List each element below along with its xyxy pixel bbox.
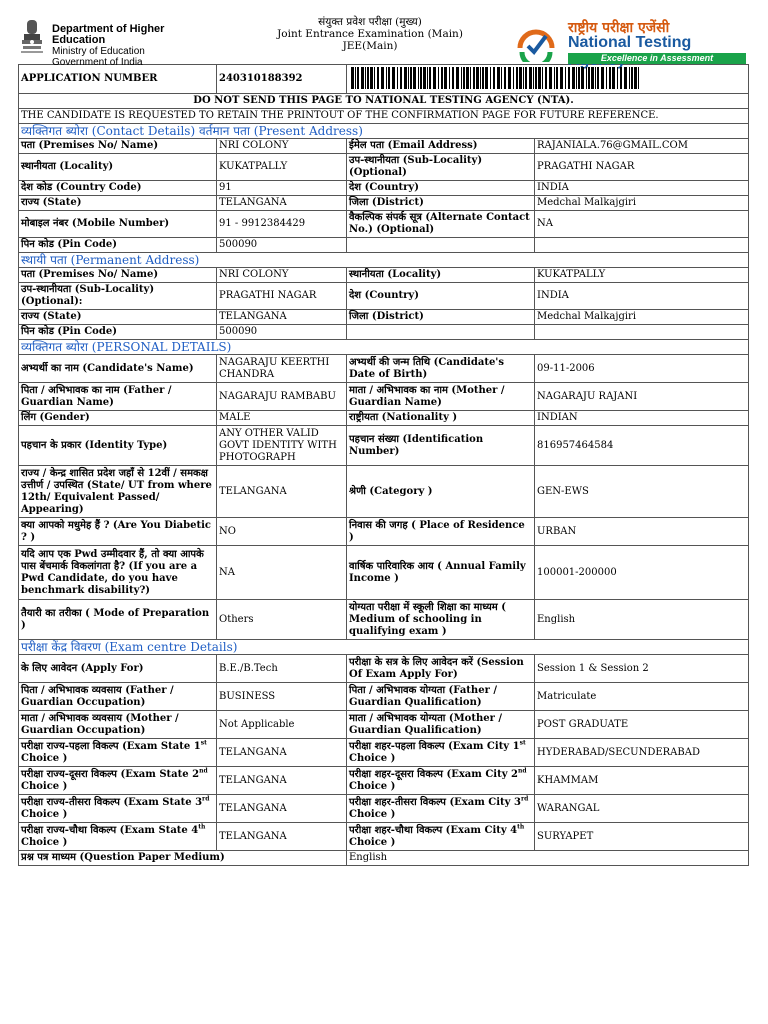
empty-cell [535, 238, 749, 253]
field-value: TELANGANA [217, 466, 347, 518]
field-value: 09-11-2006 [535, 355, 749, 383]
ministry-block [18, 14, 218, 68]
exam-title-english: Joint Entrance Examination (Main) [277, 28, 463, 40]
field-label: देश (Country) [347, 283, 535, 310]
field-label: परीक्षा शहर-पहला विकल्प (Exam City 1st Choice ) [347, 739, 535, 767]
field-value: TELANGANA [217, 196, 347, 211]
retain-printout-notice: THE CANDIDATE IS REQUESTED TO RETAIN THE PRINTOUT OF THE CONFIRMATION PAGE FOR FUTURE REFERENCE. [19, 109, 749, 124]
field-label: स्थानीयता (Locality) [19, 154, 217, 181]
field-label: पिता / अभिभावक व्यवसाय (Father / Guardian Occupation) [19, 683, 217, 711]
field-value: NRI COLONY [217, 139, 347, 154]
exam-title [250, 16, 490, 52]
field-label: माता / अभिभावक योग्यता (Mother / Guardian Qualification) [347, 711, 535, 739]
section-exam-centre: परीक्षा केंद्र विवरण (Exam centre Details) [19, 640, 749, 655]
field-value: TELANGANA [217, 823, 347, 851]
field-value: NO [217, 518, 347, 546]
field-value: English [347, 851, 749, 866]
field-label: परीक्षा शहर-दूसरा विकल्प (Exam City 2nd Choice ) [347, 767, 535, 795]
field-value: 91 - 9912384429 [217, 211, 347, 238]
field-label: के लिए आवेदन (Apply For) [19, 655, 217, 683]
application-number: 240310188392 [217, 65, 347, 94]
field-label: पहचान के प्रकार (Identity Type) [19, 426, 217, 466]
field-value: NA [217, 546, 347, 600]
field-value: ANY OTHER VALID GOVT IDENTITY WITH PHOTOGRAPH [217, 426, 347, 466]
field-label: जिला (District) [347, 196, 535, 211]
field-label: पता (Premises No/ Name) [19, 139, 217, 154]
exam-title-hindi: संयुक्त प्रवेश परीक्षा (मुख्य) [318, 16, 422, 28]
field-value: Medchal Malkajgiri [535, 196, 749, 211]
field-label: निवास की जगह ( Place of Residence ) [347, 518, 535, 546]
confirmation-table [18, 64, 749, 866]
field-label: उप-स्थानीयता (Sub-Locality)(Optional) [347, 154, 535, 181]
field-value: WARANGAL [535, 795, 749, 823]
field-label: पिता / अभिभावक का नाम (Father / Guardian Name) [19, 383, 217, 411]
field-label: परीक्षा शहर-चौथा विकल्प (Exam City 4th Choice ) [347, 823, 535, 851]
section-present-address: व्यक्तिगत ब्योरा (Contact Details) वर्तमान पता (Present Address) [19, 124, 749, 139]
barcode-icon [351, 67, 643, 89]
field-value: BUSINESS [217, 683, 347, 711]
field-value: English [535, 600, 749, 640]
field-label: पिन कोड (Pin Code) [19, 238, 217, 253]
field-label: अभ्यर्थी का नाम (Candidate's Name) [19, 355, 217, 383]
field-label: देश कोड (Country Code) [19, 181, 217, 196]
field-label: उप-स्थानीयता (Sub-Locality)(Optional): [19, 283, 217, 310]
field-label: राज्य (State) [19, 196, 217, 211]
application-number-label: APPLICATION NUMBER [19, 65, 217, 94]
field-label: परीक्षा राज्य-पहला विकल्प (Exam State 1st Choice ) [19, 739, 217, 767]
field-label: लिंग (Gender) [19, 411, 217, 426]
field-value: Session 1 & Session 2 [535, 655, 749, 683]
field-value: 100001-200000 [535, 546, 749, 600]
field-label: परीक्षा शहर-तीसरा विकल्प (Exam City 3rd Choice ) [347, 795, 535, 823]
do-not-send-notice: DO NOT SEND THIS PAGE TO NATIONAL TESTING AGENCY (NTA). [19, 94, 749, 109]
field-label: योग्यता परीक्षा में स्कूली शिक्षा का माध्यम ( Medium of schooling in qualifying exam ) [347, 600, 535, 640]
field-value: Matriculate [535, 683, 749, 711]
field-label: वार्षिक पारिवारिक आय ( Annual Family Income ) [347, 546, 535, 600]
field-label: राज्य (State) [19, 310, 217, 325]
field-value: INDIA [535, 283, 749, 310]
field-label: तैयारी का तरीका ( Mode of Preparation ) [19, 600, 217, 640]
nta-tagline: Excellence in Assessment [568, 53, 746, 64]
field-value: 500090 [217, 325, 347, 340]
nta-name-english: National Testing [568, 34, 692, 51]
field-value: Others [217, 600, 347, 640]
field-value: KUKATPALLY [535, 268, 749, 283]
field-label: पिता / अभिभावक योग्यता (Father / Guardian Qualification) [347, 683, 535, 711]
field-label: ईमेल पता (Email Address) [347, 139, 535, 154]
field-label: परीक्षा राज्य-चौथा विकल्प (Exam State 4th Choice ) [19, 823, 217, 851]
field-label: माता / अभिभावक का नाम (Mother / Guardian Name) [347, 383, 535, 411]
field-value: 91 [217, 181, 347, 196]
field-label: पहचान संख्या (Identification Number) [347, 426, 535, 466]
field-value: HYDERABAD/SECUNDERABAD [535, 739, 749, 767]
field-value: B.E./B.Tech [217, 655, 347, 683]
field-value: NAGARAJU RAJANI [535, 383, 749, 411]
field-label: परीक्षा राज्य-दूसरा विकल्प (Exam State 2nd Choice ) [19, 767, 217, 795]
section-permanent-address: स्थायी पता (Permanent Address) [19, 253, 749, 268]
confirmation-page [18, 12, 748, 866]
page-header [18, 12, 748, 68]
nta-logo-block [516, 18, 748, 62]
empty-cell [535, 325, 749, 340]
field-value: SURYAPET [535, 823, 749, 851]
empty-cell [347, 238, 535, 253]
field-label: माता / अभिभावक व्यवसाय (Mother / Guardian Occupation) [19, 711, 217, 739]
field-label: पिन कोड (Pin Code) [19, 325, 217, 340]
field-value: TELANGANA [217, 767, 347, 795]
field-value: URBAN [535, 518, 749, 546]
national-emblem-icon [18, 18, 46, 58]
field-value: PRAGATHI NAGAR [217, 283, 347, 310]
barcode-cell [347, 65, 749, 94]
field-value: MALE [217, 411, 347, 426]
field-value: NAGARAJU KEERTHI CHANDRA [217, 355, 347, 383]
ministry-name: Ministry of Education [52, 46, 145, 57]
empty-cell [347, 325, 535, 340]
field-label: यदि आप एक Pwd उम्मीदवार हैं, तो क्या आपके पास बेंचमार्क विकलांगता है? (If you are a Pwd Candidate, do you have benchmark disability?) [19, 546, 217, 600]
government-name: Government of India [52, 57, 143, 68]
field-value: Medchal Malkajgiri [535, 310, 749, 325]
field-value: INDIA [535, 181, 749, 196]
field-label: परीक्षा के सत्र के लिए आवेदन करें (Session Of Exam Apply For) [347, 655, 535, 683]
field-value: TELANGANA [217, 739, 347, 767]
field-label: परीक्षा राज्य-तीसरा विकल्प (Exam State 3rd Choice ) [19, 795, 217, 823]
field-value: 816957464584 [535, 426, 749, 466]
field-value: NRI COLONY [217, 268, 347, 283]
dept-name: Department of Higher Education [52, 23, 165, 46]
field-label: वैकल्पिक संपर्क सूत्र (Alternate Contact No.) (Optional) [347, 211, 535, 238]
field-value: TELANGANA [217, 310, 347, 325]
exam-short-name: JEE(Main) [342, 40, 398, 52]
field-value: NA [535, 211, 749, 238]
field-label: राज्य / केन्द्र शासित प्रदेश जहाँ से 12वीं / समकक्ष उत्तीर्ण / उपस्थित (State/ UT from where 12th/ Equivalent Passed/ Appearing) [19, 466, 217, 518]
field-label: क्या आपको मधुमेह हैं ? (Are You Diabetic ? ) [19, 518, 217, 546]
field-label: जिला (District) [347, 310, 535, 325]
field-label: प्रश्न पत्र माध्यम (Question Paper Medium) [19, 851, 347, 866]
field-value: Not Applicable [217, 711, 347, 739]
nta-logo-icon [516, 22, 556, 62]
field-value: PRAGATHI NAGAR [535, 154, 749, 181]
field-value: 500090 [217, 238, 347, 253]
field-value: TELANGANA [217, 795, 347, 823]
field-value: POST GRADUATE [535, 711, 749, 739]
field-label: पता (Premises No/ Name) [19, 268, 217, 283]
field-label: मोबाइल नंबर (Mobile Number) [19, 211, 217, 238]
field-label: राष्ट्रीयता (Nationality ) [347, 411, 535, 426]
field-label: अभ्यर्थी की जन्म तिथि (Candidate's Date of Birth) [347, 355, 535, 383]
field-value: GEN-EWS [535, 466, 749, 518]
field-label: स्थानीयता (Locality) [347, 268, 535, 283]
field-value: RAJANIALA.76@GMAIL.COM [535, 139, 749, 154]
section-personal-details: व्यक्तिगत ब्योरा (PERSONAL DETAILS) [19, 340, 749, 355]
field-label: श्रेणी (Category ) [347, 466, 535, 518]
field-label: देश (Country) [347, 181, 535, 196]
field-value: KUKATPALLY [217, 154, 347, 181]
field-value: KHAMMAM [535, 767, 749, 795]
field-value: NAGARAJU RAMBABU [217, 383, 347, 411]
nta-name-hindi: राष्ट्रीय परीक्षा एजेंसी [568, 20, 670, 36]
field-value: INDIAN [535, 411, 749, 426]
